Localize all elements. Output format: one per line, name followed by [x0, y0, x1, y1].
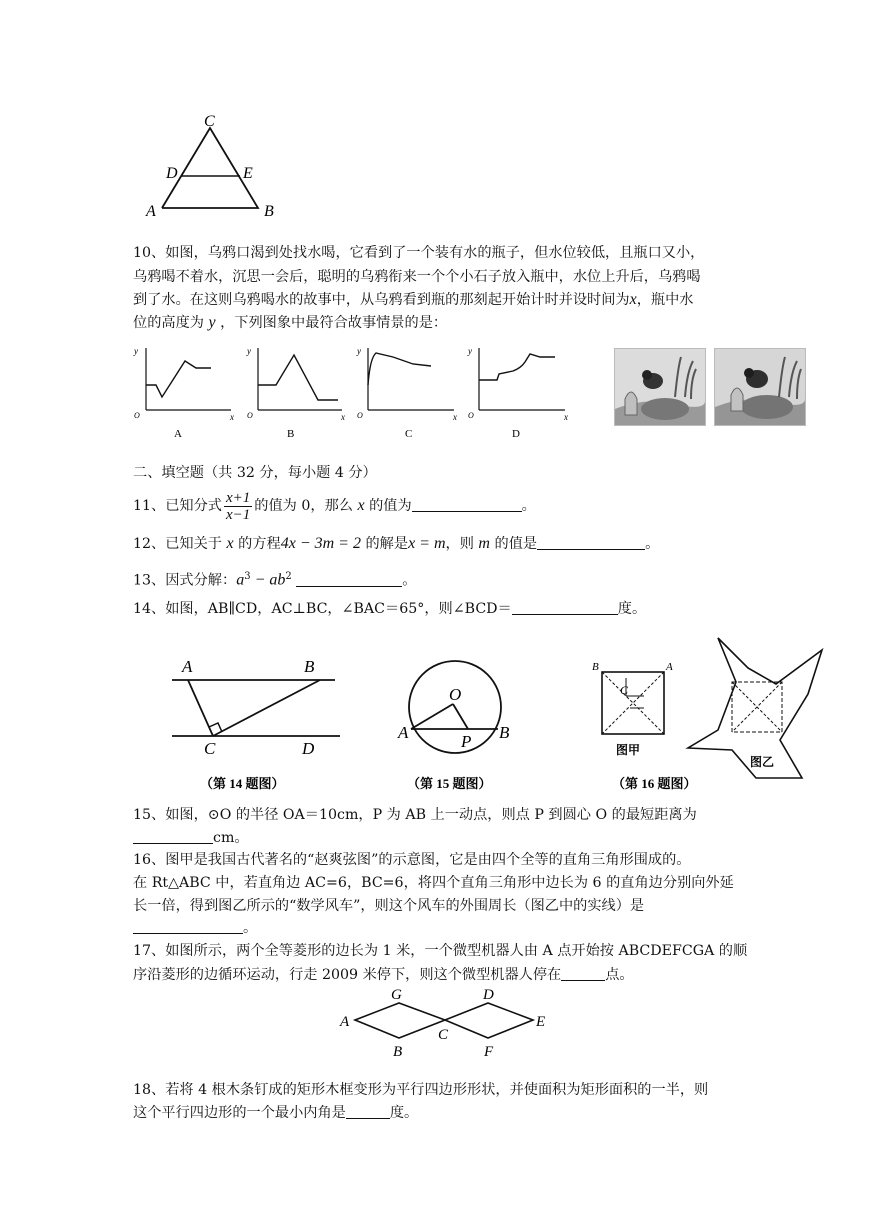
q15-line2-end: cm。 [213, 830, 249, 846]
q16-line4-end: 。 [243, 920, 258, 936]
q13-end: 。 [402, 572, 417, 589]
q11-mid: 的值为 0，那么 [254, 498, 353, 514]
f17-G: G [391, 987, 402, 1003]
q10-line4-tail: ，下列图象中最符合故事情景的是： [220, 315, 448, 331]
q10-line1: 10、如图，乌鸦口渴到处找水喝，它看到了一个装有水的瓶子，但水位较低，且瓶口又小， [133, 245, 705, 261]
graph-B [246, 346, 345, 440]
q11-num: x+1 [226, 489, 251, 506]
f17-B: B [393, 1044, 403, 1060]
q14 [133, 600, 646, 618]
q11 [133, 486, 536, 526]
var-y: y [208, 314, 216, 331]
q12-suffix: 的值是 [494, 536, 538, 552]
q11-prefix: 11、已知分式 [133, 498, 222, 514]
label-A: A [146, 203, 156, 220]
f16-A: A [666, 661, 673, 673]
q12-mid2: 的解是 [365, 536, 409, 552]
q15-line1: 15、如图，⊙O 的半径 OA＝10cm，P 为 AB 上一动点，则点 P 到圆心 O 的最短距离为 [133, 807, 697, 823]
var-x: x [629, 291, 637, 308]
f17-E: E [536, 1014, 546, 1030]
graph-C [356, 346, 457, 440]
q17-line1: 17、如图所示，两个全等菱形的边长为 1 米，一个微型机器人由 A 点开始按 ABCDEFCGA 的顺 [133, 943, 748, 959]
f14-A: A [182, 657, 193, 676]
q11-end: 。 [521, 498, 536, 514]
q16-line3: 长一倍，得到图乙所示的“数学风车”，则这个风车的外围周长（图乙中的实线）是 [133, 898, 645, 914]
f16-yi: 图乙 [750, 755, 775, 769]
q10-line3 [133, 291, 693, 309]
q12-end: 。 [645, 536, 660, 552]
f14-C: C [204, 739, 216, 758]
q16-line1: 16、图甲是我国古代著名的“赵爽弦图”的示意图，它是由四个全等的直角三角形围成的。 [133, 852, 691, 868]
q11-suffix: 的值为 [369, 498, 412, 514]
q17-line2-end: 点。 [605, 967, 634, 983]
q14-end: 度。 [617, 601, 647, 617]
q11-fraction [224, 490, 252, 523]
q11-answer-blank[interactable] [412, 497, 522, 512]
q15-line2 [133, 829, 249, 847]
graph-A-y: y [134, 346, 138, 356]
q18-line2-end: 度。 [389, 1105, 419, 1121]
q12 [133, 535, 659, 553]
f16-caption: （第 16 题图） [612, 776, 697, 791]
graph-A-x: x [230, 412, 234, 422]
f17-D: D [483, 987, 494, 1003]
q17-line2 [133, 966, 634, 984]
q14-answer-blank[interactable] [512, 600, 618, 615]
section2-title: 二、填空题（共 32 分，每小题 4 分） [133, 465, 377, 481]
q13-prefix: 13、因式分解： [133, 572, 237, 589]
q12-mid3: ，则 [445, 536, 474, 552]
figure-16 [590, 630, 840, 805]
q12-answer-blank[interactable] [537, 535, 645, 550]
q16-line4 [133, 919, 257, 937]
f15-A: A [398, 723, 409, 742]
q16-line2: 在 Rt△ABC 中，若直角边 AC=6，BC=6，将四个直角三角形中边长为 6 的直角边分别向外延 [133, 875, 734, 891]
f14-D: D [302, 739, 315, 758]
f14-caption: （第 14 题图） [200, 776, 285, 791]
f17-C: C [438, 1027, 449, 1043]
q12-equation: 4x − 3m = 2 [280, 535, 361, 552]
graph-C-label: C [405, 428, 413, 440]
q13-answer-blank[interactable] [296, 572, 402, 587]
graph-D-x: x [564, 412, 568, 422]
f14-B: B [304, 657, 315, 676]
graph-B-label: B [287, 428, 295, 440]
label-C: C [204, 113, 215, 130]
q12-var: x [226, 535, 234, 552]
option-graphs [128, 340, 588, 445]
q18-line2 [133, 1104, 418, 1122]
q16-answer-blank[interactable] [133, 919, 243, 934]
q13-exp3: 3 [244, 571, 251, 582]
figure-15 [395, 652, 525, 802]
q13-exp2: 2 [285, 571, 292, 582]
f15-caption: （第 15 题图） [407, 776, 492, 791]
graph-B-x: x [341, 412, 345, 422]
q12-mid: 的方程 [238, 536, 281, 552]
f17-F: F [484, 1044, 494, 1060]
label-B: B [264, 203, 274, 220]
graph-D [467, 346, 568, 440]
q12-m: m [478, 535, 490, 552]
f15-O: O [449, 685, 462, 704]
q17-line2-text: 序沿菱形的边循环运动，行走 2009 米停下，则这个微型机器人停在 [133, 967, 562, 983]
q14-text: 14、如图，AB∥CD，AC⊥BC，∠BAC＝65°，则∠BCD＝ [133, 601, 512, 617]
q13 [133, 568, 416, 590]
q13-a: a [236, 571, 245, 589]
f15-B: B [499, 723, 510, 742]
q12-solution: x = m [408, 535, 446, 552]
graph-B-y: y [247, 346, 251, 356]
graph-C-origin: O [357, 411, 363, 420]
graph-A-origin: O [134, 411, 140, 420]
f15-P: P [461, 732, 472, 751]
figure-17 [335, 985, 560, 1065]
q13-ab: − ab [250, 571, 286, 589]
graph-B-origin: O [247, 411, 253, 420]
f16-jia: 图甲 [616, 743, 641, 757]
graph-C-y: y [357, 346, 361, 356]
q17-answer-blank[interactable] [561, 966, 605, 981]
graph-A [133, 346, 234, 440]
graph-D-y: y [468, 346, 472, 356]
graph-D-origin: O [468, 411, 474, 420]
q10-line4-text: 位的高度为 [133, 315, 204, 331]
crow-photo-1 [614, 348, 706, 426]
q10-line3-tail: ，瓶中水 [636, 292, 694, 308]
q18-line1: 18、若将 4 根木条钉成的矩形木框变形为平行四边形形状，并使面积为矩形面积的一半，则 [133, 1082, 709, 1098]
q15-answer-blank[interactable] [133, 829, 213, 844]
q10-line2: 乌鸦喝不着水，沉思一会后，聪明的乌鸦衔来一个个小石子放入瓶中，水位上升后，乌鸦喝 [133, 269, 701, 285]
graph-C-x: x [453, 412, 457, 422]
f17-A: A [340, 1014, 350, 1030]
q11-den: x−1 [226, 506, 251, 523]
f16-C: C [620, 683, 629, 697]
q12-prefix: 12、已知关于 [133, 536, 222, 552]
triangle-figure [140, 110, 290, 222]
q18-answer-blank[interactable] [346, 1104, 390, 1119]
q18-line2-text: 这个平行四边形的一个最小内角是 [133, 1105, 346, 1121]
graph-A-label: A [174, 428, 182, 440]
crow-photo-2 [714, 348, 806, 426]
graph-D-label: D [512, 428, 520, 440]
q10-line3-text: 到了水。在这则乌鸦喝水的故事中，从乌鸦看到瓶的那刻起开始计时并设时间为 [133, 292, 630, 308]
q11-var: x [357, 497, 365, 514]
q10-line4 [133, 314, 447, 332]
figure-14 [160, 652, 360, 802]
f16-B: B [592, 661, 599, 673]
label-E: E [243, 165, 253, 182]
label-D: D [166, 165, 178, 182]
